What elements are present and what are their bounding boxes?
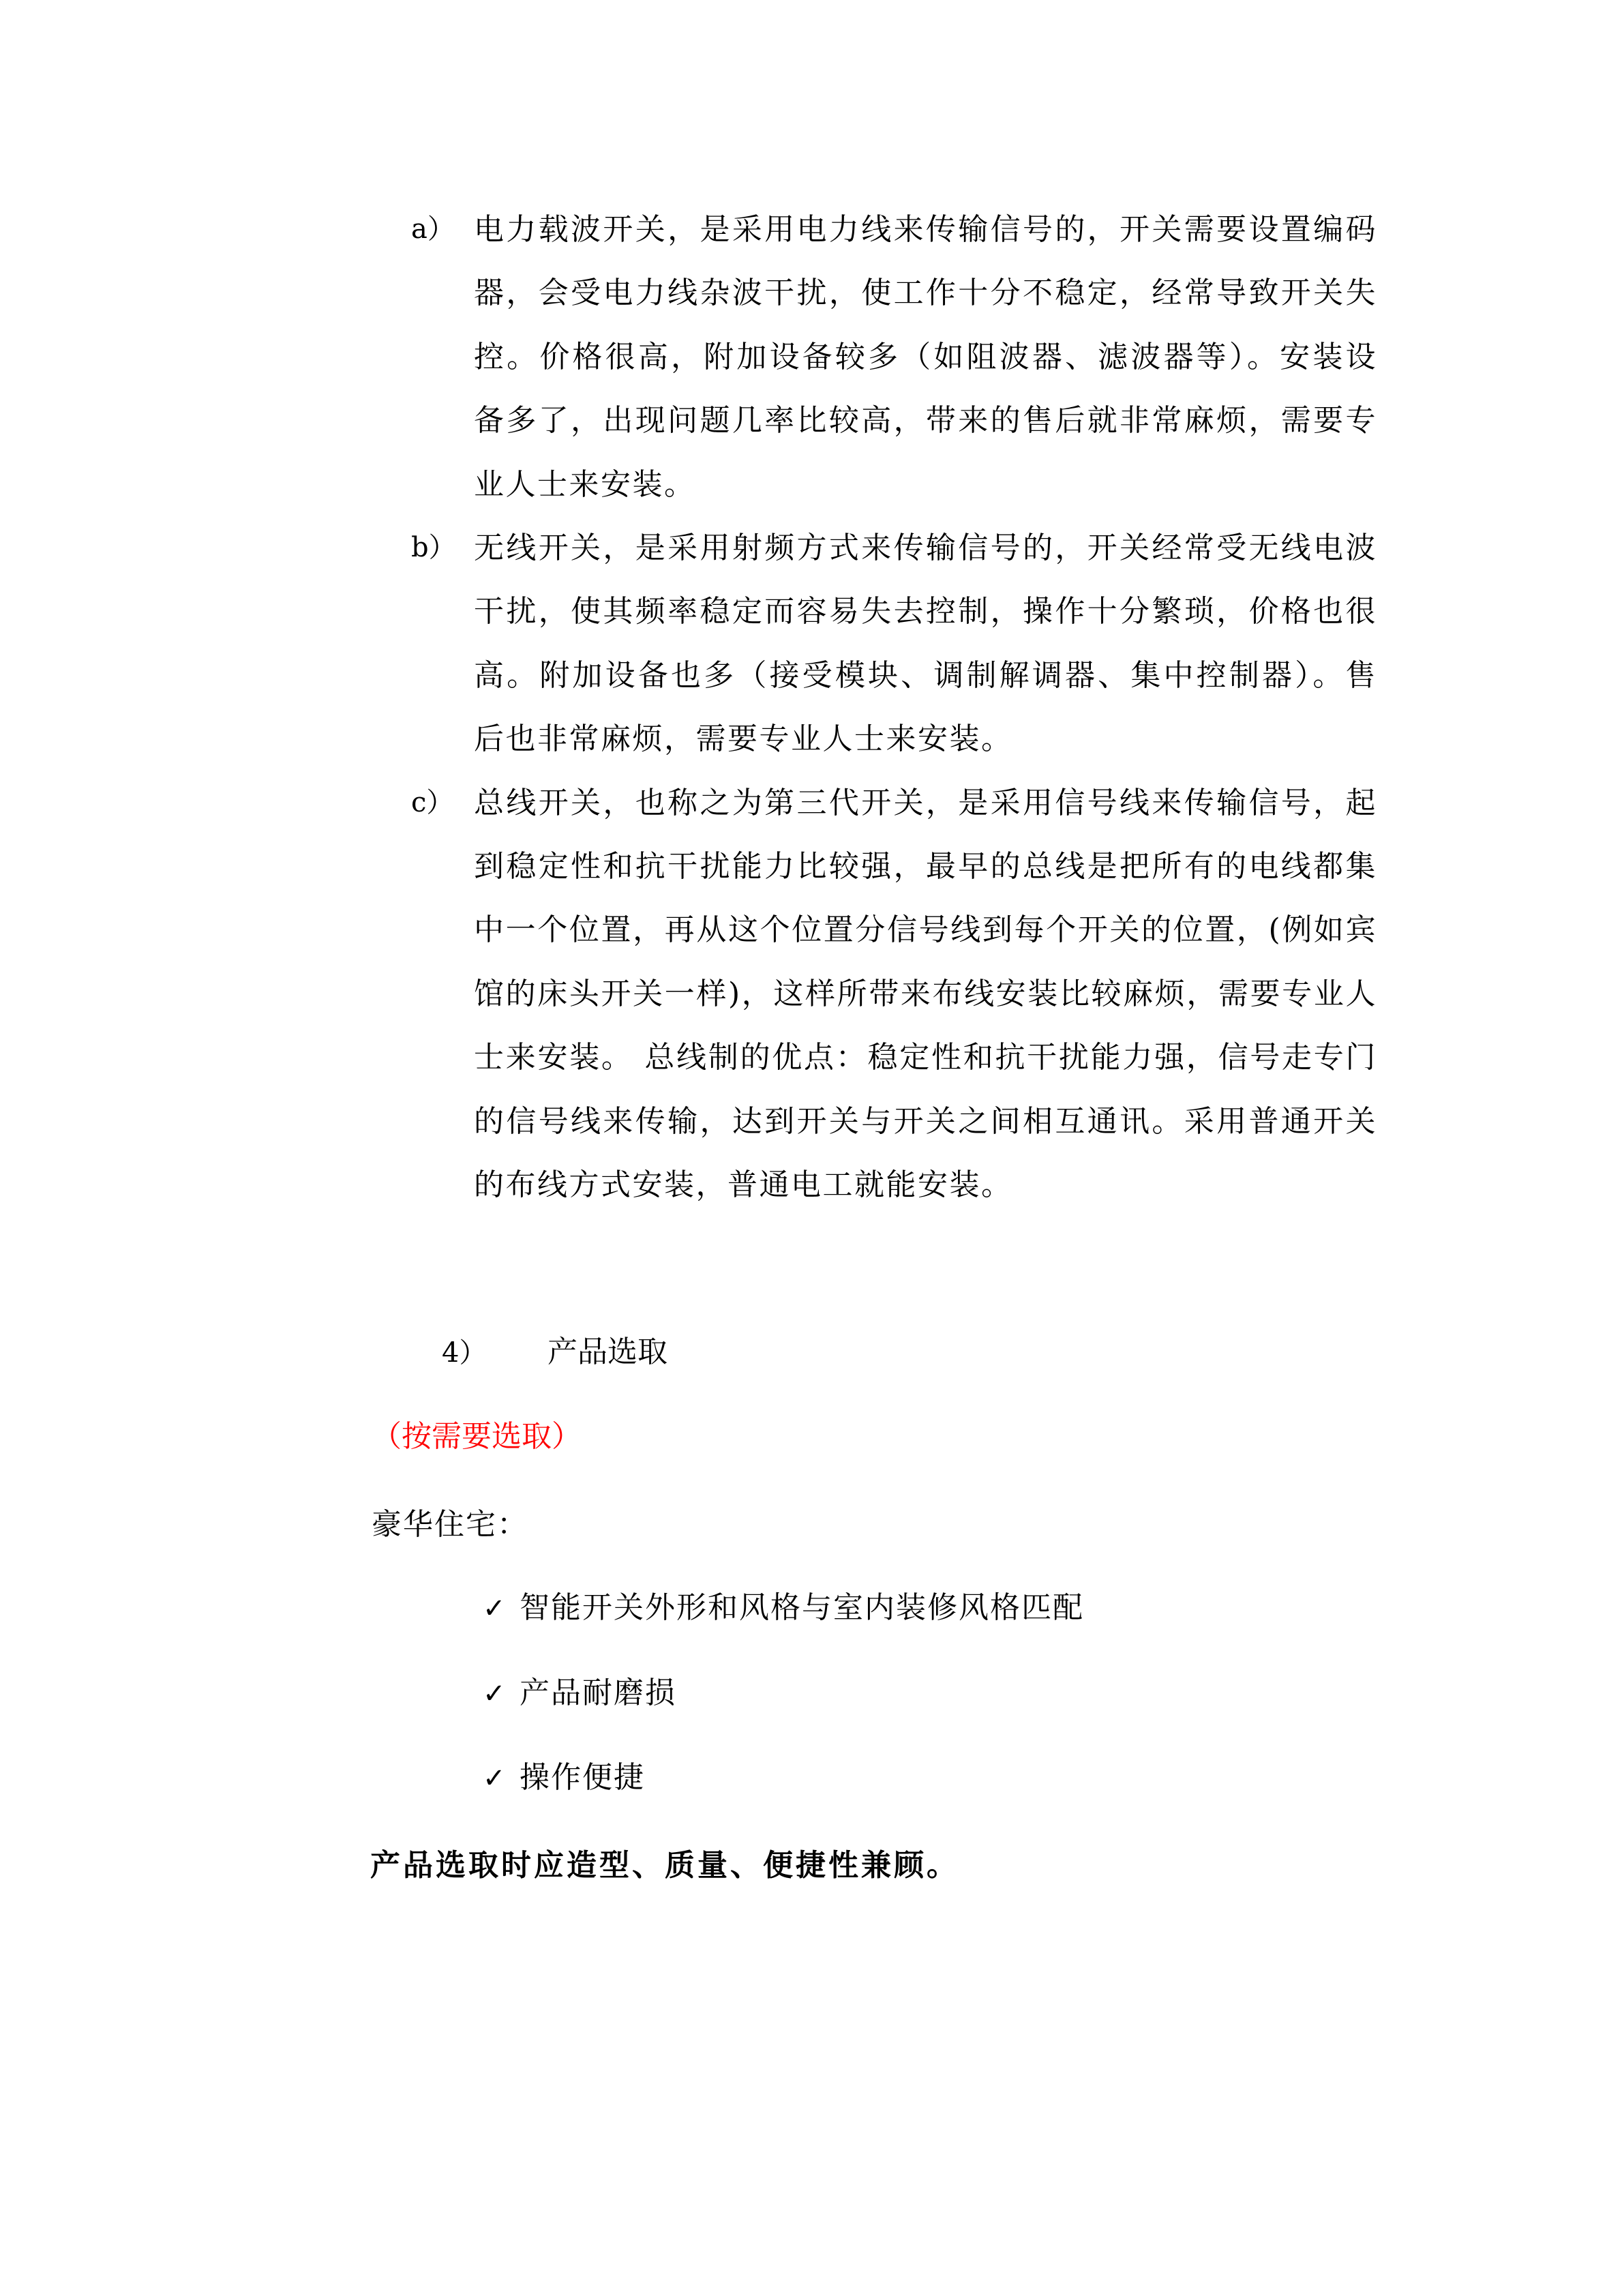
checklist-item-text: 智能开关外形和风格与室内装修风格匹配 [520,1590,1084,1625]
list-marker: b） [411,532,456,564]
section-title: 产品选取 [547,1335,667,1369]
luxury-residence-subheading: 豪华住宅： [372,1507,528,1542]
list-marker: a） [411,213,455,245]
list-item-bus [406,771,1381,1217]
list-item-text: 无线开关，是采用射频方式来传输信号的，开关经常受无线电波干扰，使其频率稳定而容易失去控制，操作十分繁琐，价格也很高。附加设备也多（接受模块、调制解调器、集中控制器）。售后也非常麻烦，需要专业人士来安装。 [474,531,1377,757]
requirement-checklist [483,1585,1084,1840]
section-number: 4） [442,1337,487,1369]
checklist-item-text: 产品耐磨损 [520,1675,676,1710]
list-marker: c） [411,786,454,818]
checklist-item [483,1585,1084,1671]
selection-note: （按需要选取） [372,1419,582,1454]
list-item-wireless [406,516,1381,771]
checkmark-icon: ✓ [483,1593,506,1624]
checklist-item [483,1755,1084,1840]
checkmark-icon: ✓ [483,1678,506,1710]
list-item-power-line-carrier [406,198,1381,516]
switch-type-list [406,198,1381,1217]
checklist-item-text: 操作便捷 [520,1760,645,1795]
conclusion-statement: 产品选取时应造型、质量、便捷性兼顾。 [370,1848,959,1883]
checkmark-icon: ✓ [483,1763,506,1794]
checklist-item [483,1671,1084,1756]
list-item-text: 总线开关，也称之为第三代开关，是采用信号线来传输信号，起到稳定性和抗干扰能力比较强，最早的总线是把所有的电线都集中一个位置，再从这个位置分信号线到每个开关的位置，(例如宾馆的床头开关一样)，这样所带来布线安装比较麻烦，需要专业人士来安装。 总线制的优点：稳定性和抗干扰能力强，信号走专门的信号线来传输，达到开关与开关之间相互通讯。采用普通开关的布线方式安装，普通电工就能安装。 [474,785,1377,1203]
section-heading [442,1330,667,1375]
list-item-text: 电力载波开关，是采用电力线来传输信号的，开关需要设置编码器，会受电力线杂波干扰，使工作十分不稳定，经常导致开关失控。价格很高，附加设备较多（如阻波器、滤波器等）。安装设备多了，出现问题几率比较高，带来的售后就非常麻烦，需要专业人士来安装。 [474,212,1377,502]
